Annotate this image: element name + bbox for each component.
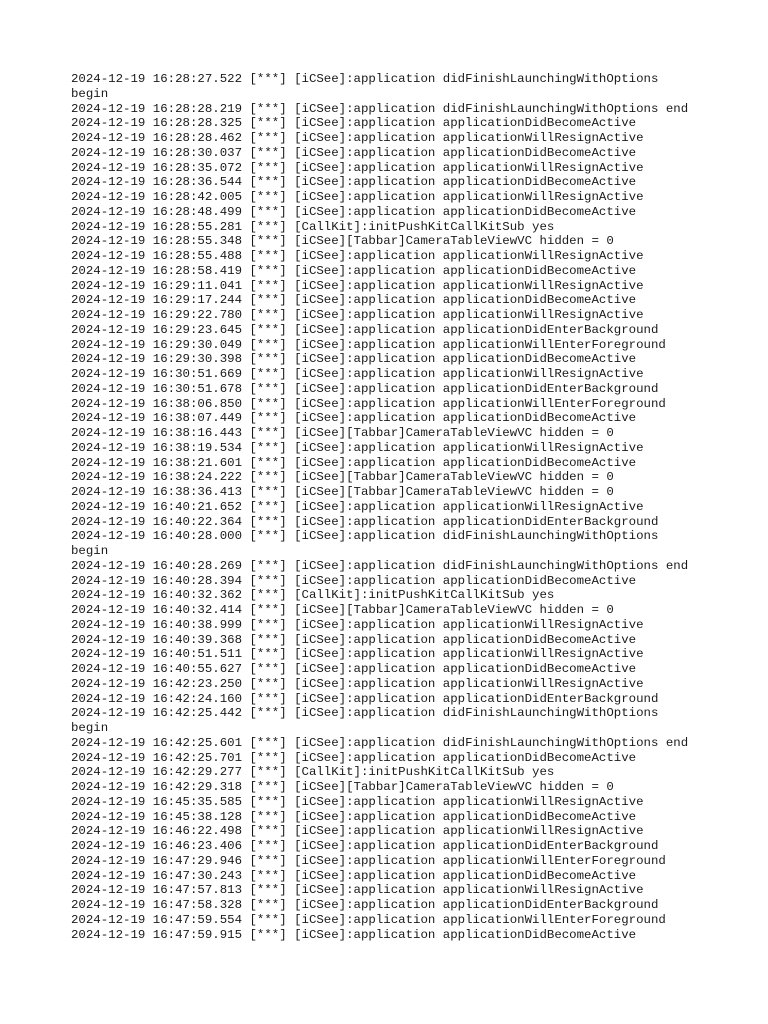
log-line: 2024-12-19 16:28:28.462 [***] [iCSee]:application applicationWillResignActive	[71, 131, 644, 145]
log-line: 2024-12-19 16:28:35.072 [***] [iCSee]:application applicationWillResignActive	[71, 160, 644, 175]
log-line: 2024-12-19 16:45:35.585 [***] [iCSee]:application applicationWillResignActive	[71, 794, 644, 809]
log-line: 2024-12-19 16:29:17.244 [***] [iCSee]:application applicationDidBecomeActive	[71, 293, 637, 308]
log-line: 2024-12-19 16:28:28.219 [***] [iCSee]:application didFinishLaunchingWithOptions end	[71, 101, 689, 116]
log-line: 2024-12-19 16:28:30.037 [***] [iCSee]:application applicationDidBecomeActive	[71, 145, 637, 160]
log-line: 2024-12-19 16:38:21.601 [***] [iCSee]:application applicationDidBecomeActive	[71, 455, 637, 470]
log-line: 2024-12-19 16:40:28.269 [***] [iCSee]:application didFinishLaunchingWithOptions end	[71, 558, 689, 573]
log-line: 2024-12-19 16:40:39.368 [***] [iCSee]:application applicationDidBecomeActive	[71, 632, 637, 647]
log-line: 2024-12-19 16:42:23.250 [***] [iCSee]:application applicationWillResignActive	[71, 676, 644, 691]
log-line: 2024-12-19 16:40:55.627 [***] [iCSee]:application applicationDidBecomeActive	[71, 662, 637, 676]
log-line: 2024-12-19 16:47:59.554 [***] [iCSee]:application applicationWillEnterForeground	[71, 912, 666, 927]
log-line: 2024-12-19 16:46:22.498 [***] [iCSee]:application applicationWillResignActive	[71, 824, 644, 839]
log-line: 2024-12-19 16:28:48.499 [***] [iCSee]:application applicationDidBecomeActive	[71, 204, 637, 219]
log-line: 2024-12-19 16:29:30.398 [***] [iCSee]:application applicationDidBecomeActive	[71, 352, 637, 367]
log-line: 2024-12-19 16:28:55.348 [***] [iCSee][Tabbar]CameraTableViewVC hidden = 0	[71, 234, 614, 249]
log-line: 2024-12-19 16:28:36.544 [***] [iCSee]:application applicationDidBecomeActive	[71, 175, 637, 190]
log-line: 2024-12-19 16:47:58.328 [***] [iCSee]:application applicationDidEnterBackground	[71, 898, 659, 912]
log-line: 2024-12-19 16:45:38.128 [***] [iCSee]:application applicationDidBecomeActive	[71, 809, 637, 824]
log-line: 2024-12-19 16:47:29.946 [***] [iCSee]:application applicationWillEnterForeground	[71, 853, 666, 868]
log-line: 2024-12-19 16:29:11.041 [***] [iCSee]:application applicationWillResignActive	[71, 278, 644, 293]
log-line: begin	[71, 544, 109, 558]
log-line: 2024-12-19 16:40:32.362 [***] [CallKit]:initPushKitCallKitSub yes	[71, 588, 555, 603]
log-line: 2024-12-19 16:40:28.394 [***] [iCSee]:application applicationDidBecomeActive	[71, 573, 637, 588]
log-line: 2024-12-19 16:29:23.645 [***] [iCSee]:application applicationDidEnterBackground	[71, 322, 659, 337]
log-line: 2024-12-19 16:30:51.678 [***] [iCSee]:application applicationDidEnterBackground	[71, 381, 659, 396]
log-line: 2024-12-19 16:40:22.364 [***] [iCSee]:application applicationDidEnterBackground	[71, 514, 659, 529]
log-line: 2024-12-19 16:42:25.601 [***] [iCSee]:application didFinishLaunchingWithOptions end	[71, 735, 689, 750]
log-line: 2024-12-19 16:40:28.000 [***] [iCSee]:application didFinishLaunchingWithOptions	[71, 529, 659, 544]
log-line: 2024-12-19 16:28:55.281 [***] [CallKit]:initPushKitCallKitSub yes	[71, 219, 555, 234]
log-line: 2024-12-19 16:42:24.160 [***] [iCSee]:application applicationDidEnterBackground	[71, 691, 659, 706]
log-line: begin	[71, 721, 109, 735]
log-line: 2024-12-19 16:38:19.534 [***] [iCSee]:application applicationWillResignActive	[71, 440, 644, 455]
log-line: 2024-12-19 16:47:57.813 [***] [iCSee]:application applicationWillResignActive	[71, 883, 644, 898]
log-line: 2024-12-19 16:28:55.488 [***] [iCSee]:application applicationWillResignActive	[71, 249, 644, 263]
log-line: 2024-12-19 16:42:29.277 [***] [CallKit]:initPushKitCallKitSub yes	[71, 765, 555, 780]
log-line: 2024-12-19 16:40:21.652 [***] [iCSee]:application applicationWillResignActive	[71, 499, 644, 514]
log-line: 2024-12-19 16:28:28.325 [***] [iCSee]:application applicationDidBecomeActive	[71, 116, 637, 131]
log-line: 2024-12-19 16:46:23.406 [***] [iCSee]:application applicationDidEnterBackground	[71, 839, 659, 853]
log-line: 2024-12-19 16:28:42.005 [***] [iCSee]:application applicationWillResignActive	[71, 190, 644, 204]
log-line: 2024-12-19 16:40:38.999 [***] [iCSee]:application applicationWillResignActive	[71, 617, 644, 632]
log-line: 2024-12-19 16:38:16.443 [***] [iCSee][Tabbar]CameraTableViewVC hidden = 0	[71, 426, 614, 440]
log-line: 2024-12-19 16:47:30.243 [***] [iCSee]:application applicationDidBecomeActive	[71, 868, 637, 883]
log-line: 2024-12-19 16:28:58.419 [***] [iCSee]:application applicationDidBecomeActive	[71, 263, 637, 278]
log-line: 2024-12-19 16:38:07.449 [***] [iCSee]:application applicationDidBecomeActive	[71, 411, 637, 426]
log-line: 2024-12-19 16:38:36.413 [***] [iCSee][Tabbar]CameraTableViewVC hidden = 0	[71, 485, 614, 499]
log-line: begin	[71, 86, 109, 101]
log-line: 2024-12-19 16:42:25.442 [***] [iCSee]:application didFinishLaunchingWithOptions	[71, 706, 659, 721]
log-line: 2024-12-19 16:29:30.049 [***] [iCSee]:application applicationWillEnterForeground	[71, 337, 666, 352]
log-line: 2024-12-19 16:42:25.701 [***] [iCSee]:application applicationDidBecomeActive	[71, 750, 637, 765]
log-line: 2024-12-19 16:40:32.414 [***] [iCSee][Tabbar]CameraTableViewVC hidden = 0	[71, 603, 614, 617]
log-line: 2024-12-19 16:42:29.318 [***] [iCSee][Tabbar]CameraTableViewVC hidden = 0	[71, 780, 614, 794]
log-line: 2024-12-19 16:28:27.522 [***] [iCSee]:application didFinishLaunchingWithOptions	[71, 72, 659, 86]
log-line: 2024-12-19 16:47:59.915 [***] [iCSee]:application applicationDidBecomeActive	[71, 927, 637, 942]
log-line: 2024-12-19 16:29:22.780 [***] [iCSee]:application applicationWillResignActive	[71, 308, 644, 322]
log-line: 2024-12-19 16:38:24.222 [***] [iCSee][Tabbar]CameraTableViewVC hidden = 0	[71, 470, 614, 485]
log-line: 2024-12-19 16:40:51.511 [***] [iCSee]:application applicationWillResignActive	[71, 647, 644, 662]
log-line: 2024-12-19 16:30:51.669 [***] [iCSee]:application applicationWillResignActive	[71, 367, 644, 381]
log-text-block	[71, 72, 731, 942]
log-line: 2024-12-19 16:38:06.850 [***] [iCSee]:application applicationWillEnterForeground	[71, 396, 666, 411]
